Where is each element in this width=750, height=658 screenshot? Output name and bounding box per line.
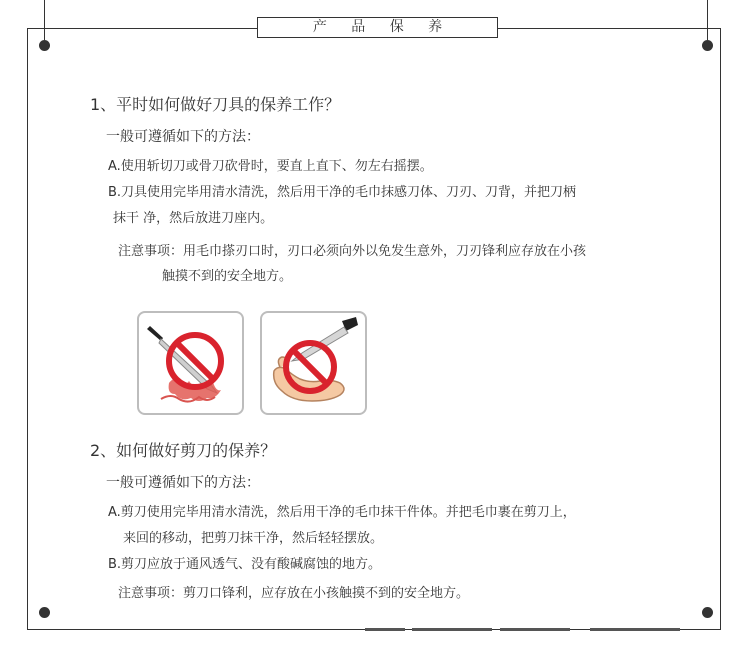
section1-note-line1: 注意事项：用毛巾搽刃口时，刃口必须向外以免发生意外，刀刃锋利应存放在小孩 [118,244,587,259]
page-title: 产 品 保 养 [257,17,498,38]
section2-item-a-line2: 来回的移动，把剪刀抹干净，然后轻轻摆放。 [123,531,384,546]
knife-on-hand-prohibited-icon [262,313,365,413]
knife-chopping-prohibited-image [137,311,244,415]
bottom-divider-segment [500,628,570,631]
section1-item-b-line2: 抹干 净，然后放进刀座内。 [113,211,274,226]
corner-dot-top-left [39,40,50,51]
section1-item-a: A.使用斩切刀或骨刀砍骨时，要直上直下、勿左右摇摆。 [108,159,433,174]
section1-note-line2: 触摸不到的安全地方。 [162,269,293,284]
section2-note: 注意事项：剪刀口锋利，应存放在小孩触摸不到的安全地方。 [118,586,470,601]
section1-intro: 一般可遵循如下的方法： [106,129,260,145]
section2-item-b: B.剪刀应放于通风透气、没有酸碱腐蚀的地方。 [108,557,382,572]
bottom-divider-segment [590,628,680,631]
section2-intro: 一般可遵循如下的方法： [106,475,260,491]
section2-heading: 2、如何做好剪刀的保养？ [90,441,277,460]
corner-dot-bottom-right [702,607,713,618]
corner-dot-bottom-left [39,607,50,618]
bottom-divider-segment [365,628,405,631]
knife-chopping-prohibited-icon [139,313,242,413]
section1-item-b-line1: B.刀具使用完毕用清水清洗，然后用干净的毛巾抹感刀体、刀刃、刀背，并把刀柄 [108,185,577,200]
corner-dot-top-right [702,40,713,51]
bottom-divider-segment [412,628,492,631]
knife-on-hand-prohibited-image [260,311,367,415]
section1-heading: 1、平时如何做好刀具的保养工作？ [90,95,341,114]
section2-item-a-line1: A.剪刀使用完毕用清水清洗，然后用干净的毛巾抹干件体。并把毛巾裹在剪刀上， [108,505,576,520]
